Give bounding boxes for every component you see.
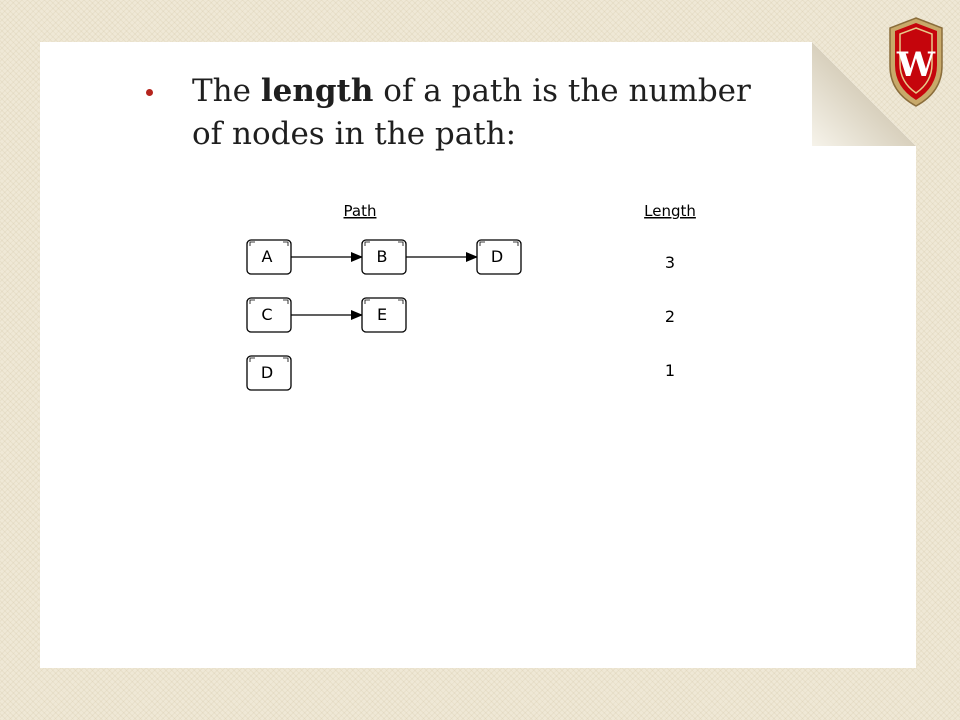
path-length-value: 1 [664,361,676,380]
bullet-line2: of nodes in the path: [192,116,517,152]
path-column-header: Path [343,202,377,220]
path-node-label: B [376,247,388,266]
path-length-value: 2 [664,307,676,326]
path-node [247,240,291,274]
path-node-label: C [261,305,273,324]
path-length-diagram [230,190,730,410]
path-node-label: D [490,247,504,266]
path-node-label: D [260,363,274,382]
path-node [362,298,406,332]
bullet-marker [146,89,153,96]
bullet-text [192,70,802,156]
path-length-value: 3 [664,253,676,272]
university-crest-logo [884,14,948,110]
path-node [247,356,291,390]
path-node [362,240,406,274]
path-node [477,240,521,274]
path-node [247,298,291,332]
path-node-label: A [261,247,273,266]
svg-text:W: W [896,45,936,85]
bullet-prefix: The [192,73,261,109]
length-column-header: Length [644,202,696,220]
path-node-label: E [376,305,388,324]
bullet-bold-term: length [260,73,374,109]
bullet-line1-rest: of a path is the number [373,73,751,109]
